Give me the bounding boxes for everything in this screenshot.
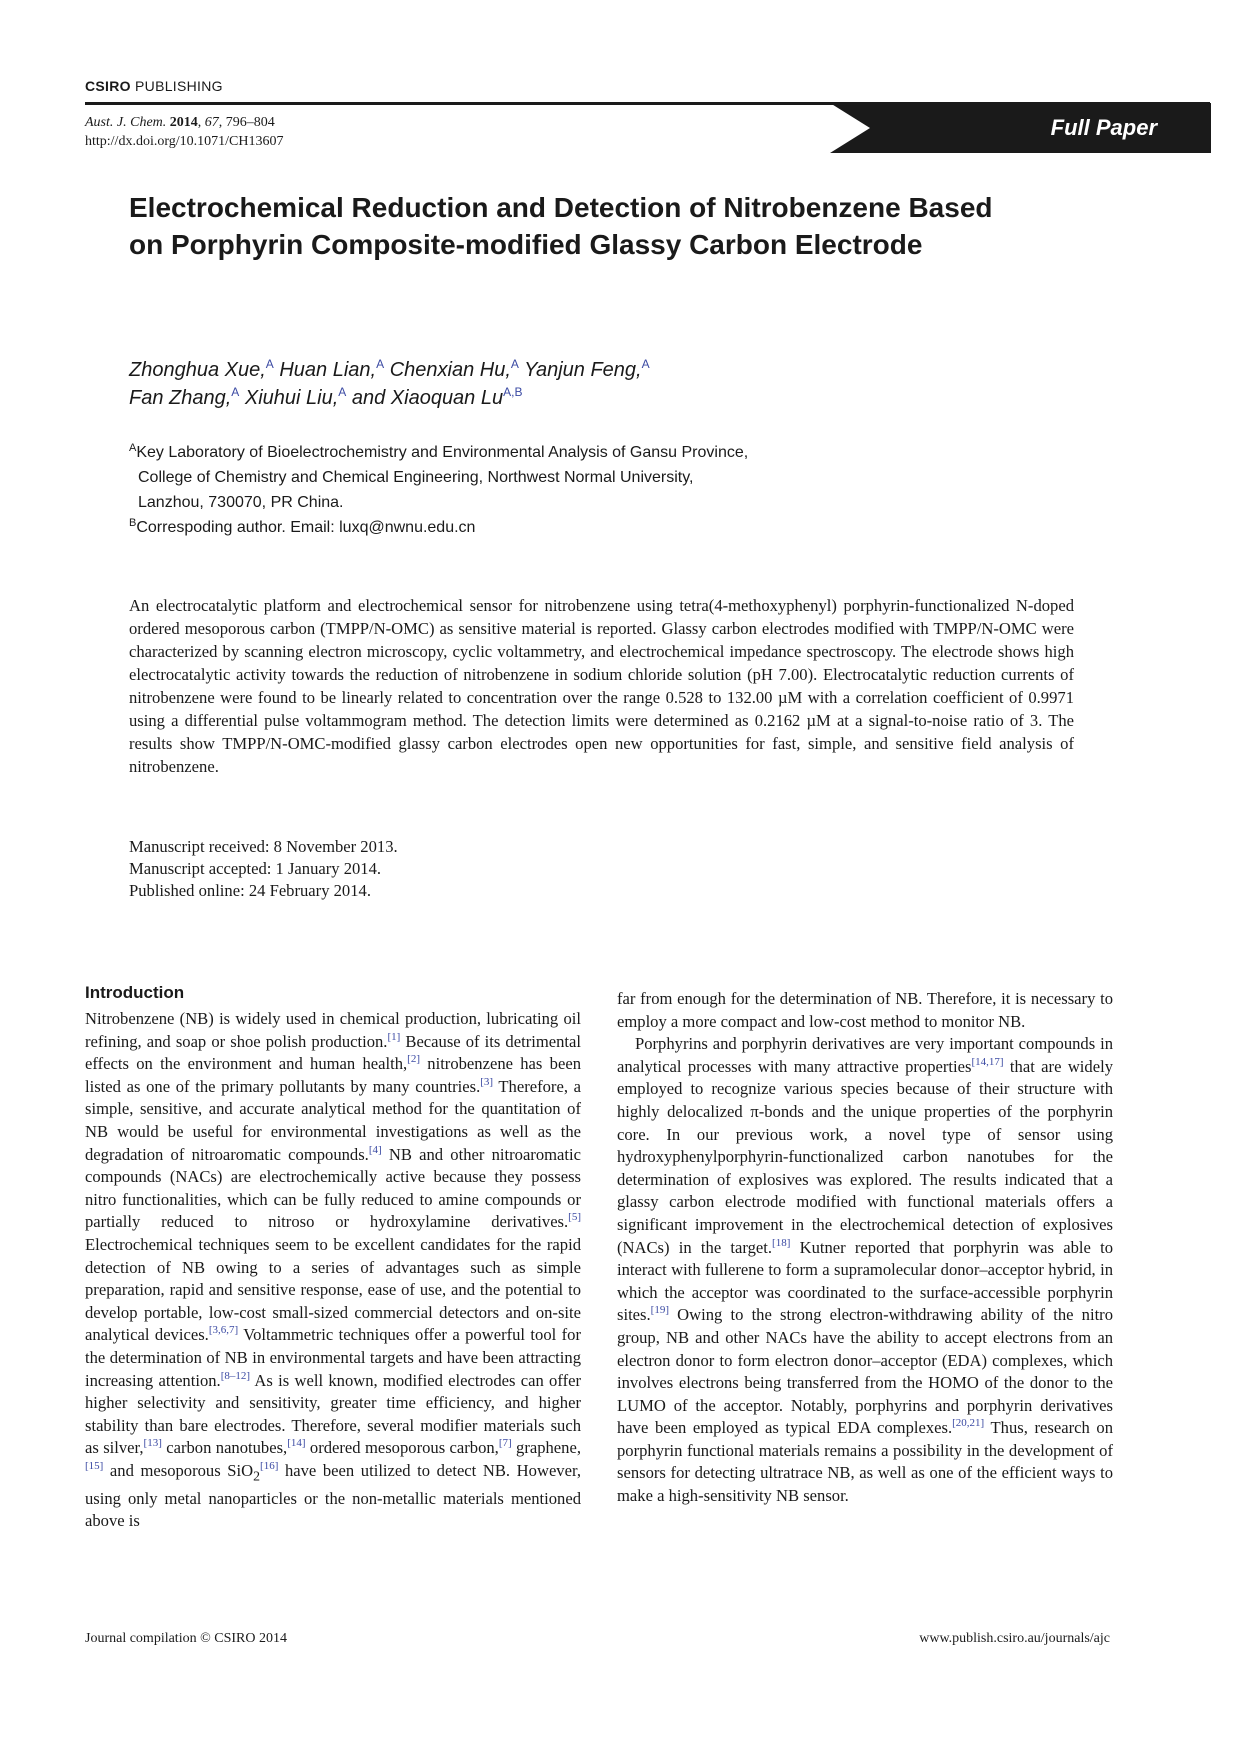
author: Zhonghua Xue, <box>129 359 266 381</box>
manuscript-dates <box>129 836 398 902</box>
body-paragraph: Porphyrins and porphyrin derivatives are very important compounds in analytical processes with many attractive properties[14,17] that are widely employed to recognize various species because of their structure with highly delocalized π-bonds and the unique properties of the porphyrin core. In our previous work, a novel type of sensor using hydroxyphenylporphyrin-functionalized carbon nanotubes for the determination of explosives was explored. The results indicated that a glassy carbon electrode modified with functional materials offers a significant improvement in the electrochemical detection of explosives (NACs) in the target.[18] Kutner reported that porphyrin was able to interact with fullerene to form a supramolecular donor–acceptor hybrid, in which the acceptor was coordinated to the surface-accessible porphyrin sites.[19] Owing to the strong electron-withdrawing ability of the nitro group, NB and other NACs have the ability to accept electrons from an electron donor to form electron donor–acceptor (EDA) complexes, which involves electrons being transferred from the HOMO of the donor to the LUMO of the acceptor. Notably, porphyrins and porphyrin derivatives have been employed as typical EDA complexes.[20,21] Thus, research on porphyrin functional materials remains a possibility in the development of sensors for detecting ultratrace NB, as well as one of the efficient ways to make a high-sensitivity NB sensor. <box>617 1034 1114 1506</box>
journal-year: 2014 <box>169 115 198 130</box>
author-affiliation-mark[interactable]: A <box>231 385 240 399</box>
citation-line: Aust. J. Chem. 2014, 67, 796–804 <box>85 115 275 130</box>
date-received: Manuscript received: 8 November 2013. <box>129 837 398 856</box>
author-affiliation-mark[interactable]: A <box>376 357 385 371</box>
author-affiliation-mark[interactable]: A <box>265 357 274 371</box>
citation-ref[interactable]: [4] <box>368 1143 382 1156</box>
footer-copyright: Journal compilation © CSIRO 2014 <box>85 1631 287 1646</box>
date-accepted: Manuscript accepted: 1 January 2014. <box>129 859 382 878</box>
author-affiliation-mark[interactable]: A <box>510 357 519 371</box>
citation-ref[interactable]: [7] <box>498 1437 512 1450</box>
publisher-bold: CSIRO <box>85 78 131 94</box>
citation-ref[interactable]: [3] <box>480 1075 494 1088</box>
citation-ref[interactable]: [14,17] <box>971 1055 1004 1068</box>
affiliation-a <box>129 440 1029 465</box>
article-type-label: Full Paper <box>1050 115 1157 140</box>
body-column-left <box>85 982 581 1533</box>
publisher-rest: PUBLISHING <box>130 78 223 94</box>
author: Yanjun Feng, <box>524 359 642 381</box>
date-published: Published online: 24 February 2014. <box>129 881 371 900</box>
corresponding-author: Correspoding author. Email: luxq@nwnu.edu.cn <box>136 519 476 536</box>
publisher-name <box>85 78 223 94</box>
citation-ref[interactable]: [5] <box>568 1211 581 1224</box>
citation-ref[interactable]: [3,6,7] <box>208 1324 239 1337</box>
body-column-right <box>617 988 1113 1508</box>
citation-ref[interactable]: [16] <box>260 1459 279 1472</box>
citation-ref[interactable]: [8–12] <box>220 1369 251 1382</box>
journal-volume: 67 <box>204 115 219 130</box>
citation-ref[interactable]: [15] <box>85 1459 104 1472</box>
citation-ref[interactable]: [2] <box>407 1053 420 1066</box>
author-list <box>129 356 1029 412</box>
body-paragraph: far from enough for the determination of NB. Therefore, it is necessary to employ a more compact and low-cost method to monitor NB. <box>617 989 1113 1031</box>
affiliation-line: Key Laboratory of Bioelectrochemistry and Environmental Analysis of Gansu Province, <box>136 444 749 461</box>
citation-ref[interactable]: [20,21] <box>952 1417 985 1430</box>
citation-ref[interactable]: [14] <box>287 1437 306 1450</box>
author: Chenxian Hu, <box>389 359 511 381</box>
author: and Xiaoquan Lu <box>351 387 504 409</box>
paper-title: Electrochemical Reduction and Detection of Nitrobenzene Based on Porphyrin Composite-modified Glassy Carbon Electrode <box>129 192 993 260</box>
author: Fan Zhang, <box>129 387 232 409</box>
citation <box>85 113 283 151</box>
author: Xiuhui Liu, <box>244 387 339 409</box>
footer-journal-url[interactable]: www.publish.csiro.au/journals/ajc <box>919 1631 1110 1646</box>
subscript: 2 <box>253 1468 261 1484</box>
author: Huan Lian, <box>279 359 377 381</box>
abstract: An electrocatalytic platform and electrochemical sensor for nitrobenzene using tetra(4-methoxyphenyl) porphyrin-functionalized N-doped ordered mesoporous carbon (TMPP/N-OMC) as sensitive material is reported. Glassy carbon electrodes modified with TMPP/N-OMC were characterized by scanning electron microscopy, cyclic voltammetry, and electrochemical impedance spectroscopy. The electrode shows high electrocatalytic activity towards the reduction of nitrobenzene in sodium chloride solution (pH 7.00). Electrocatalytic reduction currents of nitrobenzene were found to be linearly related to concentration over the range 0.528 to 132.00 µM with a correlation coefficient of 0.9971 using a differential pulse voltammogram method. The detection limits were determined as 0.2162 µM at a signal-to-noise ratio of 3. The results show TMPP/N-OMC-modified glassy carbon electrodes open new opportunities for fast, simple, and sensitive field analysis of nitrobenzene. <box>129 596 1074 776</box>
author-affiliation-mark[interactable]: A <box>338 385 347 399</box>
citation-ref[interactable]: [18] <box>772 1236 791 1249</box>
affiliation-label: B <box>129 517 137 529</box>
article-type-banner <box>830 103 1211 153</box>
doi-link[interactable]: http://dx.doi.org/10.1071/CH13607 <box>85 134 284 149</box>
journal-pages: 796–804 <box>225 115 275 130</box>
affiliation-line: College of Chemistry and Chemical Engineering, Northwest Normal University, <box>138 469 694 486</box>
body-paragraph: Nitrobenzene (NB) is widely used in chemical production, lubricating oil refining, and soap or shoe polish production.[1] Because of its detrimental effects on the environment and human health,[2] nitrobenzene has been listed as one of the primary pollutants by many countries.[3] Therefore, a simple, sensitive, and accurate analytical method for the quantitation of NB would be useful for environmental investigations as well as the degradation of nitroaromatic compounds.[4] NB and other nitroaromatic compounds (NACs) are electrochemically active because they possess nitro functionalities, which can be fully reduced to amine compounds or partially reduced to nitroso or hydroxylamine derivatives.[5] Electrochemical techniques seem to be excellent candidates for the rapid detection of NB owing to a series of advantages such as simple preparation, rapid and sensitive response, ease of use, and the potential to develop portable, low-cost small-sized commercial detectors and on-site analytical devices.[3,6,7] Voltammetric techniques offer a powerful tool for the determination of NB in environmental targets and have been attracting increasing attention.[8–12] As is well known, modified electrodes can offer higher selectivity and sensitivity, greater time efficiency, and higher stability than bare electrodes. Therefore, several modifier materials such as silver,[13] carbon nanotubes,[14] ordered mesoporous carbon,[7] graphene,[15] and mesoporous SiO$_2$[16] have been utilized to detect NB. However, using only metal nanoparticles or the non-metallic materials mentioned above is <box>85 1009 581 1531</box>
journal-name: Aust. J. Chem. <box>85 115 167 130</box>
affiliation-b <box>129 515 1029 540</box>
citation-ref[interactable]: [1] <box>387 1030 401 1043</box>
affiliations <box>129 440 1029 540</box>
affiliation-line: Lanzhou, 730070, PR China. <box>138 494 344 511</box>
citation-ref[interactable]: [19] <box>650 1304 669 1317</box>
citation-ref[interactable]: [13] <box>143 1437 162 1450</box>
author-affiliation-mark[interactable]: A,B <box>503 385 523 399</box>
author-affiliation-mark[interactable]: A <box>641 357 650 371</box>
section-heading-introduction: Introduction <box>85 983 185 1002</box>
affiliation-label: A <box>129 442 137 454</box>
